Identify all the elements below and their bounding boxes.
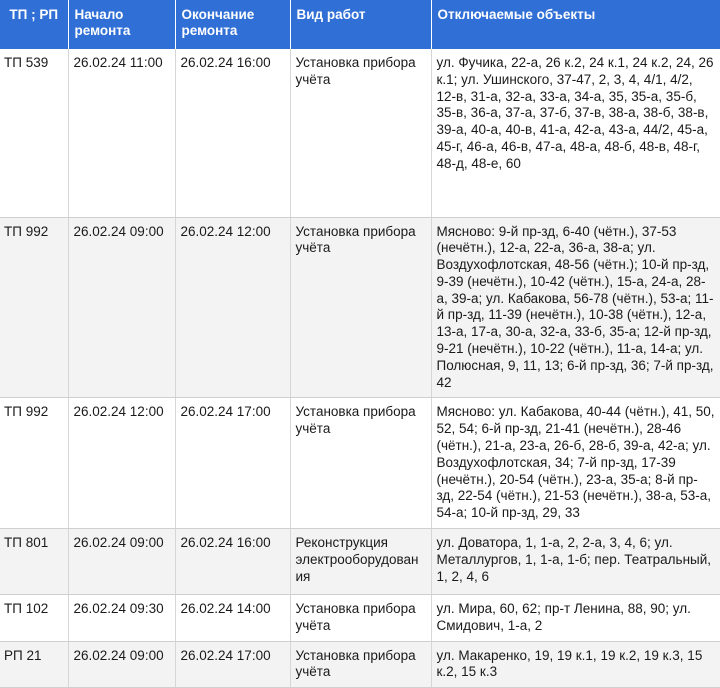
cell-tp: ТП 992 [0,217,68,398]
cell-work: Установка прибора учёта [290,641,431,688]
cell-objects: ул. Фучика, 22-а, 26 к.2, 24 к.1, 24 к.2, 24, 26 к.1; ул. Ушинского, 37-47, 2, 3, 4, 4/1, 4/2, 12-в, 31-а, 32-а, 33-а, 34-а, 35, 35-а, 35-б, 35-в, 36-а, 37-а, 37-б, 37-в, 38-а, 38-б, 38-в, 39-а, 40-а, 40-в, 41-а, 42-а, 43-а, 44/2, 45-а, 45-г, 46-а, 46-в, 47-а, 48-а, 48-б, 48-в, 48-г, 48-д, 48-е, 60 [431,49,720,217]
cell-work: Установка прибора учёта [290,217,431,398]
table-row [0,49,720,217]
cell-start: 26.02.24 12:00 [68,398,175,529]
header-work: Вид работ [290,0,431,49]
cell-end: 26.02.24 17:00 [175,398,290,529]
cell-work: Установка прибора учёта [290,595,431,642]
cell-start: 26.02.24 09:00 [68,641,175,688]
cell-objects: ул. Макаренко, 19, 19 к.1, 19 к.2, 19 к.3, 15 к.2, 15 к.3 [431,641,720,688]
cell-tp: ТП 801 [0,529,68,595]
cell-work: Реконструкция электрооборудования [290,529,431,595]
cell-objects: Мясново: 9-й пр-зд, 6-40 (чётн.), 37-53 (нечётн.), 12-а, 22-а, 36-а, 38-а; ул. Воздухофлотская, 48-56 (чётн.); 10-й пр-зд, 9-39 (нечётн.), 10-42 (чётн.), 15-а, 24-а, 28-а, 39-а; ул. Кабакова, 56-78 (чётн.), 53-а; 11-й пр-зд, 11-39 (нечётн.), 10-38 (чётн.), 12-а, 13-а, 17-а, 30-а, 32-а, 33-б, 35-а; 12-й пр-зд, 9-21 (нечётн.), 10-22 (чётн.), 11-а, 14-а; ул. Полюсная, 9, 11, 13; 6-й пр-зд, 36; 7-й пр-зд, 42 [431,217,720,398]
cell-work: Установка прибора учёта [290,398,431,529]
cell-objects: Мясново: ул. Кабакова, 40-44 (чётн.), 41, 50, 52, 54; 6-й пр-зд, 21-41 (нечётн.), 28-46 (чётн.), 21-а, 23-а, 26-б, 28-б, 39-а, 42-а; ул. Воздухофлотская, 34; 7-й пр-зд, 17-39 (нечётн.), 20-54 (чётн.), 23-а, 35-а; 8-й пр-зд, 22-54 (чётн.), 21-53 (нечётн.), 38-а, 53-а, 54-а; 10-й пр-зд, 29, 33 [431,398,720,529]
cell-tp: ТП 539 [0,49,68,217]
table-row [0,217,720,398]
header-objects: Отключаемые объекты [431,0,720,49]
cell-end: 26.02.24 12:00 [175,217,290,398]
cell-end: 26.02.24 16:00 [175,529,290,595]
cell-start: 26.02.24 09:30 [68,595,175,642]
cell-end: 26.02.24 16:00 [175,49,290,217]
cell-end: 26.02.24 17:00 [175,641,290,688]
cell-objects: ул. Мира, 60, 62; пр-т Ленина, 88, 90; ул. Смидович, 1-а, 2 [431,595,720,642]
cell-start: 26.02.24 09:00 [68,529,175,595]
cell-start: 26.02.24 09:00 [68,217,175,398]
cell-tp: ТП 102 [0,595,68,642]
table-row [0,595,720,642]
header-start: Начало ремонта [68,0,175,49]
cell-start: 26.02.24 11:00 [68,49,175,217]
cell-tp: РП 21 [0,641,68,688]
table-row [0,529,720,595]
cell-end: 26.02.24 14:00 [175,595,290,642]
cell-work: Установка прибора учёта [290,49,431,217]
cell-tp: ТП 992 [0,398,68,529]
table-row [0,641,720,688]
table-header-row [0,0,720,49]
cell-objects: ул. Доватора, 1, 1-а, 2, 2-а, 3, 4, 6; ул. Металлургов, 1, 1-а, 1-б; пер. Театральный, 1, 2, 4, 6 [431,529,720,595]
table-row [0,398,720,529]
header-tp: ТП ; РП [0,0,68,49]
header-end: Окончание ремонта [175,0,290,49]
